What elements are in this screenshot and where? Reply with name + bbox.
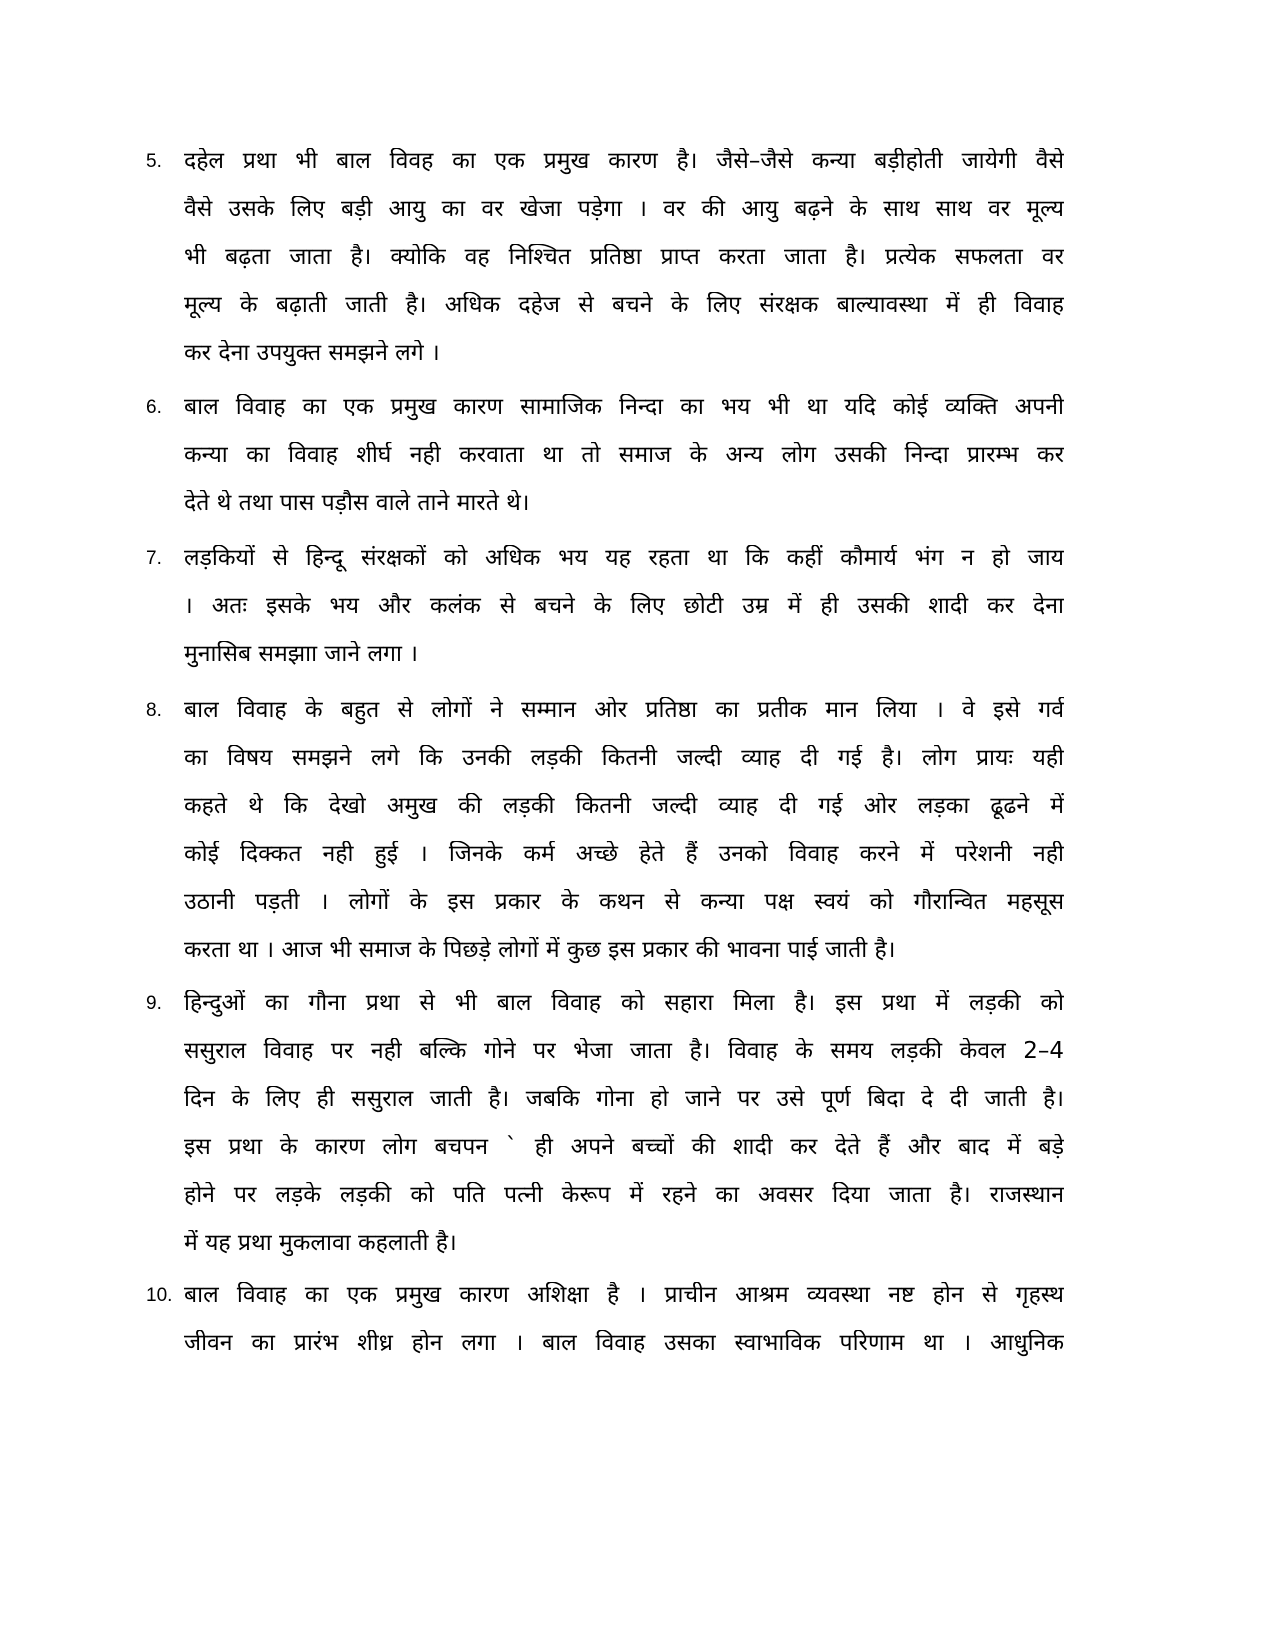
text-line: दिन के लिए ही ससुराल जाती है। जबकि गोना हो जाने पर उसे पूर्ण बिदा दे दी जाती है।	[184, 1086, 1064, 1112]
text-line: का विषय समझने लगे कि उनकी लड़की कितनी जल्दी व्याह दी गई है। लोग प्रायः यही	[184, 745, 1064, 771]
text-line: कहते थे कि देखो अमुख की लड़की कितनी जल्दी व्याह दी गई ओर लड़का ढूढने में	[184, 793, 1064, 819]
text-line: हिन्दुओं का गौना प्रथा से भी बाल विवाह को सहारा मिला है। इस प्रथा में लड़की को	[184, 990, 1064, 1016]
list-number: 8.	[146, 700, 162, 721]
list-number: 7.	[146, 548, 162, 569]
text-line: मुनासिब समझाा जाने लगा ।	[184, 641, 418, 667]
text-line: बाल विवाह का एक प्रमुख कारण अशिक्षा है । प्राचीन आश्रम व्यवस्था नष्ट होन से गृहस्थ	[184, 1282, 1064, 1308]
list-number: 9.	[146, 993, 162, 1014]
text-line: मूल्य के बढ़ाती जाती है। अधिक दहेज से बचने के लिए संरक्षक बाल्यावस्था में ही विवाह	[184, 292, 1064, 318]
list-number: 10.	[146, 1285, 173, 1306]
text-line: जीवन का प्रारंभ शीध्र होन लगा । बाल विवाह उसका स्वाभाविक परिणाम था । आधुनिक	[184, 1330, 1064, 1356]
text-line: ससुराल विवाह पर नही बल्कि गोने पर भेजा जाता है। विवाह के समय लड़की केवल 2–4	[184, 1038, 1064, 1064]
text-line: उठानी पड़ती । लोगों के इस प्रकार के कथन से कन्या पक्ष स्वयं को गौरान्वित महसूस	[184, 889, 1064, 915]
text-line: कन्या का विवाह शीर्घ नही करवाता था तो समाज के अन्य लोग उसकी निन्दा प्रारम्भ कर	[184, 442, 1064, 468]
text-line: भी बढ़ता जाता है। क्योकि वह निश्चित प्रतिष्ठा प्राप्त करता जाता है। प्रत्येक सफलता वर	[184, 244, 1064, 270]
list-number: 5.	[146, 151, 162, 172]
text-line: बाल विवाह के बहुत से लोगों ने सम्मान ओर प्रतिष्ठा का प्रतीक मान लिया । वे इसे गर्व	[184, 697, 1064, 723]
text-line: करता था । आज भी समाज के पिछड़े लोगों में कुछ इस प्रकार की भावना पाई जाती है।	[184, 937, 896, 963]
text-line: में यह प्रथा मुकलावा कहलाती है।	[184, 1230, 457, 1256]
text-line: बाल विवाह का एक प्रमुख कारण सामाजिक निन्दा का भय भी था यदि कोई व्यक्ति अपनी	[184, 394, 1064, 420]
text-line: दहेल प्रथा भी बाल विवह का एक प्रमुख कारण है। जैसे–जैसे कन्या बड़ीहोती जायेगी वैसे	[184, 148, 1064, 174]
text-line: कोई दिक्कत नही हुई । जिनके कर्म अच्छे हेते हैं उनको विवाह करने में परेशनी नही	[184, 841, 1064, 867]
text-line: । अतः इसके भय और कलंक से बचने के लिए छोटी उम्र में ही उसकी शादी कर देना	[184, 593, 1064, 619]
text-line: वैसे उसके लिए बड़ी आयु का वर खेजा पड़ेगा । वर की आयु बढ़ने के साथ साथ वर मूल्य	[184, 196, 1064, 222]
list-number: 6.	[146, 397, 162, 418]
text-line: इस प्रथा के कारण लोग बचपन ` ही अपने बच्चों की शादी कर देते हैं और बाद में बड़े	[184, 1134, 1064, 1160]
text-line: कर देना उपयुक्त समझने लगे ।	[184, 340, 440, 366]
text-line: देते थे तथा पास पड़ौस वाले ताने मारते थे।	[184, 490, 530, 516]
text-line: होने पर लड़के लड़की को पति पत्नी केरूप में रहने का अवसर दिया जाता है। राजस्थान	[184, 1182, 1064, 1208]
text-line: लड़कियों से हिन्दू संरक्षकों को अधिक भय यह रहता था कि कहीं कौमार्य भंग न हो जाय	[184, 545, 1064, 571]
